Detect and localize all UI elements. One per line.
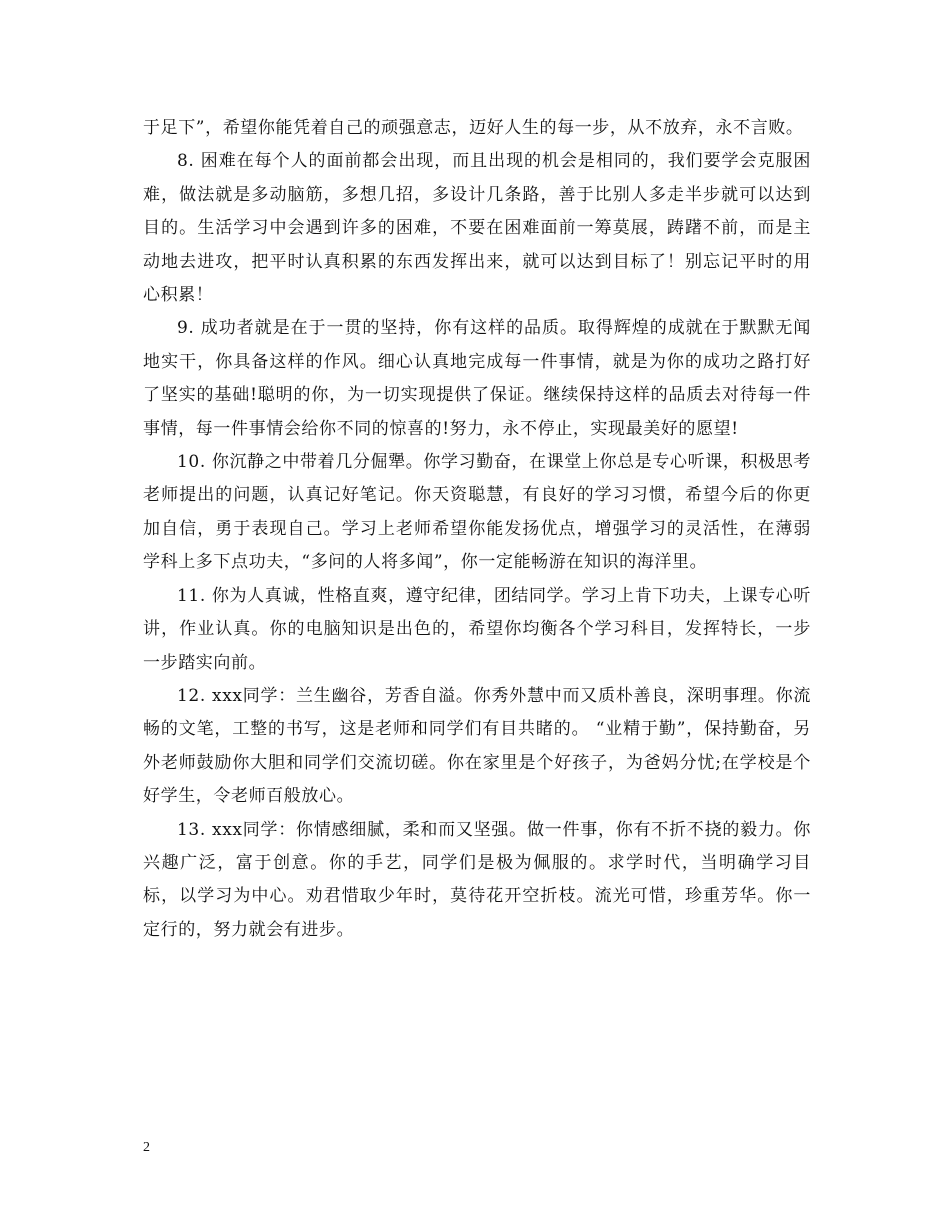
- paragraph-item-9: 9. 成功者就是在于一贯的坚持，你有这样的品质。取得辉煌的成就在于默默无闻地实干，你具备这样的作风。细心认真地完成每一件事情，就是为你的成功之路打好了坚实的基础!聪明的你，为一切实现提供了保证。继续保持这样的品质去对待每一件事情，每一件事情会给你不同的惊喜的!努力，永不停止，实现最美好的愿望!: [143, 318, 811, 439]
- document-body: [143, 112, 811, 947]
- paragraph-continuation: 于足下”，希望你能凭着自己的顽强意志，迈好人生的每一步，从不放弃，永不言败。: [143, 118, 804, 138]
- paragraph-item-12: 12. xxx同学：兰生幽谷，芳香自溢。你秀外慧中而又质朴善良，深明事理。你流畅的文笔，工整的书写，这是老师和同学们有目共睹的。 “业精于勤”，保持勤奋，另外老师鼓励你大胆和同学们交流切磋。你在家里是个好孩子，为爸妈分忧;在学校是个好学生，令老师百般放心。: [143, 685, 811, 807]
- paragraph-item-8: 8. 困难在每个人的面前都会出现，而且出现的机会是相同的，我们要学会克服困难，做法就是多动脑筋，多想几招，多设计几条路，善于比别人多走半步就可以达到目的。生活学习中会遇到许多的困难，不要在困难面前一筹莫展，踌躇不前，而是主动地去进攻，把平时认真积累的东西发挥出来，就可以达到目标了！别忘记平时的用心积累！: [143, 151, 811, 306]
- paragraph-item-13: 13. xxx同学：你情感细腻，柔和而又坚强。做一件事，你有不折不挠的毅力。你兴趣广泛，富于创意。你的手艺，同学们是极为佩服的。求学时代，当明确学习目标，以学习为中心。劝君惜取少年时，莫待花开空折枝。流光可惜，珍重芳华。你一定行的，努力就会有进步。: [143, 819, 811, 940]
- paragraph-item-11: 11. 你为人真诚，性格直爽，遵守纪律，团结同学。学习上肯下功夫，上课专心听讲，作业认真。你的电脑知识是出色的，希望你均衡各个学习科目，发挥特长，一步一步踏实向前。: [143, 585, 811, 673]
- page-number: 2: [143, 1140, 150, 1155]
- paragraph-item-10: 10. 你沉静之中带着几分倔犟。你学习勤奋，在课堂上你总是专心听课，积极思考老师提出的问题，认真记好笔记。你天资聪慧，有良好的学习习惯，希望今后的你更加自信，勇于表现自己。学习上老师希望你能发扬优点，增强学习的灵活性，在薄弱学科上多下点功夫，“多问的人将多闻”，你一定能畅游在知识的海洋里。: [143, 452, 811, 573]
